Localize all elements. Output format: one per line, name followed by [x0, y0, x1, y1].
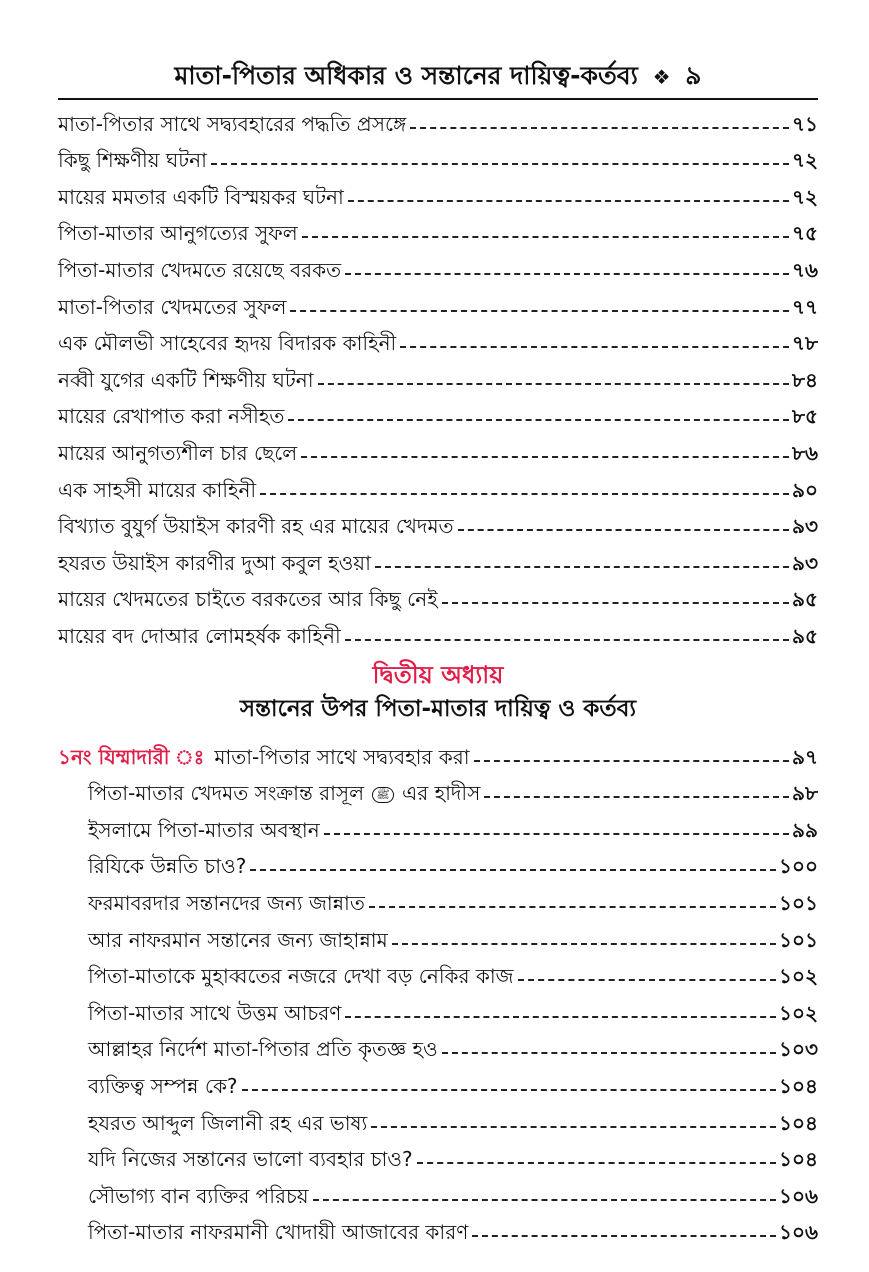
header-title: মাতা-পিতার অধিকার ও সন্তানের দায়িত্ব-কর্তব্য — [174, 61, 638, 90]
chapter-subtitle: সন্তানের উপর পিতা-মাতার দায়িত্ব ও কর্তব্য — [239, 696, 637, 722]
toc-entry[interactable] — [58, 210, 818, 247]
toc-entry-page: ৮৪ — [792, 367, 818, 392]
toc-entry[interactable] — [58, 320, 818, 357]
dot-leader — [375, 566, 789, 568]
toc-entry[interactable] — [58, 1209, 818, 1246]
dot-leader — [472, 1235, 776, 1237]
toc-entry-title: ইসলামে পিতা-মাতার অবস্থান — [88, 817, 320, 842]
dot-leader — [410, 127, 789, 129]
toc-entry[interactable] — [58, 283, 818, 320]
toc-entry-page: ৭৮ — [792, 331, 818, 356]
dot-leader — [318, 383, 789, 385]
toc-entry-title: যদি নিজের সন্তানের ভালো ব্যবহার চাও? — [88, 1147, 413, 1172]
toc-entry-page: ১০২ — [779, 1000, 818, 1025]
toc-entry-page: ৭৭ — [791, 294, 818, 319]
toc-entry-page: ১০১ — [779, 890, 818, 915]
dot-leader — [442, 1052, 776, 1054]
toc-entry[interactable] — [58, 356, 818, 393]
dot-leader — [211, 163, 789, 165]
toc-entry-page: ৯৩ — [792, 514, 818, 539]
toc-entry-title: আর নাফরমান সন্তানের জন্য জাহান্নাম — [88, 927, 388, 952]
header-page-number: ৯ — [685, 61, 702, 90]
dot-leader — [345, 1016, 776, 1018]
dot-leader — [458, 529, 789, 531]
dot-leader — [442, 602, 789, 604]
chapter-title: দ্বিতীয় অধ্যায় — [372, 661, 504, 689]
toc-entry[interactable] — [58, 503, 818, 540]
toc-entry-page: ৭১ — [792, 111, 818, 136]
toc-entry-title: রিযিকে উন্নতি চাও? — [88, 854, 247, 879]
dot-leader — [417, 1162, 776, 1164]
dot-leader — [324, 833, 789, 835]
toc-entry-page: ৯০ — [792, 477, 818, 502]
toc-entry[interactable] — [58, 806, 818, 843]
toc-entry[interactable] — [58, 173, 818, 210]
duty-label: ১নং যিম্মাদারী ঃ — [58, 744, 205, 769]
toc-entry-title: আল্লাহর নির্দেশ মাতা-পিতার প্রতি কৃতজ্ঞ হও — [88, 1037, 438, 1062]
ornament-icon: ❖ — [652, 65, 671, 89]
toc-entry-title-before: পিতা-মাতার খেদমত সংক্রান্ত রাসূল — [88, 781, 365, 806]
toc-entry-page: ৭২ — [791, 148, 818, 173]
toc-entry-page: ৮৫ — [792, 404, 818, 429]
toc-entry[interactable] — [58, 953, 818, 990]
toc-entry[interactable] — [58, 1172, 818, 1209]
toc-entry-title: হযরত উয়াইস কারণীর দুআ কবুল হওয়া — [58, 550, 371, 575]
toc-entry[interactable] — [58, 576, 818, 613]
toc-entry[interactable] — [58, 1099, 818, 1136]
toc-entry-title: এক মৌলভী সাহেবের হৃদয় বিদারক কাহিনী — [58, 331, 397, 356]
toc-entry-page: ৭২ — [791, 184, 818, 209]
toc-entry-page: ১০১ — [779, 927, 818, 952]
dot-leader — [484, 796, 789, 798]
toc-entry[interactable] — [58, 1136, 818, 1173]
toc-entry[interactable] — [58, 843, 818, 880]
toc-entry[interactable] — [58, 466, 818, 503]
toc-entry-title: বিখ্যাত বুযুর্গ উয়াইস কারণী রহ এর মায়ের খেদমত — [58, 514, 454, 539]
toc-section-2 — [58, 806, 818, 1245]
toc-entry[interactable] — [58, 1062, 818, 1099]
toc-entry-hadith[interactable] — [58, 770, 818, 807]
dot-leader — [400, 346, 789, 348]
toc-entry-page: ৯৩ — [792, 550, 818, 575]
toc-entry-page: ৯৫ — [792, 623, 818, 648]
toc-entry-title: মাতা-পিতার খেদমতের সুফল — [58, 294, 287, 319]
toc-entry[interactable] — [58, 539, 818, 576]
toc-entry-title: মায়ের আনুগত্যশীল চার ছেলে — [58, 440, 298, 465]
toc-entry-title: পিতা-মাতাকে মুহাব্বতের নজরে দেখা বড় নেকির কাজ — [88, 964, 514, 989]
toc-entry[interactable] — [58, 989, 818, 1026]
toc-entry-title: মায়ের মমতার একটি বিস্ময়কর ঘটনা — [58, 184, 344, 209]
toc-entry-page: ১০৩ — [779, 1037, 818, 1062]
toc-entry[interactable] — [58, 916, 818, 953]
toc-entry-page: ১০৪ — [779, 1110, 818, 1135]
toc-entry-page: ৮৬ — [792, 440, 818, 465]
dot-leader — [288, 419, 789, 421]
toc-entry-page: ১০২ — [779, 964, 818, 989]
toc-entry-title: ব্যক্তিত্ব সম্পন্ন কে? — [88, 1073, 238, 1098]
toc-entry-title: নব্বী যুগের একটি শিক্ষণীয় ঘটনা — [58, 367, 314, 392]
toc-entry[interactable] — [58, 429, 818, 466]
toc-entry-page: ১০০ — [779, 854, 818, 879]
toc-section-1 — [58, 100, 818, 649]
dot-leader — [371, 1126, 776, 1128]
dot-leader — [313, 1199, 776, 1201]
toc-entry-page: ৯৮ — [792, 781, 818, 806]
toc-section-2-hadith — [58, 770, 818, 807]
dot-leader — [369, 906, 776, 908]
toc-duty-1 — [58, 733, 818, 770]
dot-leader — [348, 200, 789, 202]
dot-leader — [301, 456, 789, 458]
toc-entry-title: ফরমাবরদার সন্তানদের জন্য জান্নাত — [88, 890, 365, 915]
toc-entry-page: ৯৯ — [792, 817, 818, 842]
dot-leader — [345, 639, 789, 641]
toc-entry-title: মায়ের রেখাপাত করা নসীহত — [58, 404, 285, 429]
toc-entry-title: মায়ের বদ দোআর লোমহর্ষক কাহিনী — [58, 623, 341, 648]
toc-entry-title: পিতা-মাতার সাথে উত্তম আচরণ — [88, 1000, 342, 1025]
toc-entry-page: ৭৬ — [791, 257, 818, 282]
dot-leader — [302, 236, 789, 238]
toc-entry-title: সৌভাগ্য বান ব্যক্তির পরিচয় — [88, 1183, 309, 1208]
toc-entry-title: মাতা-পিতার সাথে সদ্ব্যবহার করা — [214, 744, 470, 769]
toc-entry-page: ১০৬ — [779, 1220, 818, 1245]
toc-entry[interactable] — [58, 393, 818, 430]
dot-leader — [260, 493, 789, 495]
toc-entry[interactable] — [58, 137, 818, 174]
toc-entry-page: ৯৭ — [792, 744, 818, 769]
toc-entry-title: হযরত আব্দুল জিলানী রহ এর ভাষ্য — [88, 1110, 368, 1135]
toc-entry-page: ১০৪ — [779, 1147, 818, 1172]
toc-entry[interactable] — [58, 1026, 818, 1063]
toc-entry[interactable] — [58, 246, 818, 283]
toc-entry-title: মাতা-পিতার সাথে সদ্ব্যবহারের পদ্ধতি প্রসঙ্গে — [58, 111, 407, 136]
dot-leader — [474, 760, 789, 762]
toc-entry-title: কিছু শিক্ষণীয় ঘটনা — [58, 148, 207, 173]
dot-leader — [250, 869, 776, 871]
toc-entry-title: পিতা-মাতার নাফরমানী খোদায়ী আজাবের কারণ — [88, 1220, 469, 1245]
toc-entry-page: ৭৫ — [792, 221, 818, 246]
salawat-seal-icon: ﷺ — [372, 787, 393, 803]
toc-entry-title: পিতা-মাতার খেদমতে রয়েছে বরকত — [58, 257, 342, 282]
toc-entry-duty-1[interactable] — [58, 733, 818, 770]
dot-leader — [392, 943, 776, 945]
dot-leader — [345, 273, 789, 275]
toc-entry-title-after: এর হাদীস — [402, 781, 481, 806]
toc-entry-page: ৯৫ — [792, 587, 818, 612]
toc-entry-page: ১০৪ — [779, 1073, 818, 1098]
toc-entry-page: ১০৬ — [779, 1183, 818, 1208]
toc-entry[interactable] — [58, 100, 818, 137]
toc-entry[interactable] — [58, 879, 818, 916]
dot-leader — [290, 310, 789, 312]
dot-leader — [242, 1089, 776, 1091]
toc-entry-title: এক সাহসী মায়ের কাহিনী — [58, 477, 257, 502]
toc-entry[interactable] — [58, 612, 818, 649]
toc-entry-title: মায়ের খেদমতের চাইতে বরকতের আর কিছু নেই — [58, 587, 438, 612]
toc-entry-title: পিতা-মাতার আনুগত্যের সুফল — [58, 221, 298, 246]
running-header — [58, 58, 818, 94]
dot-leader — [518, 979, 776, 981]
